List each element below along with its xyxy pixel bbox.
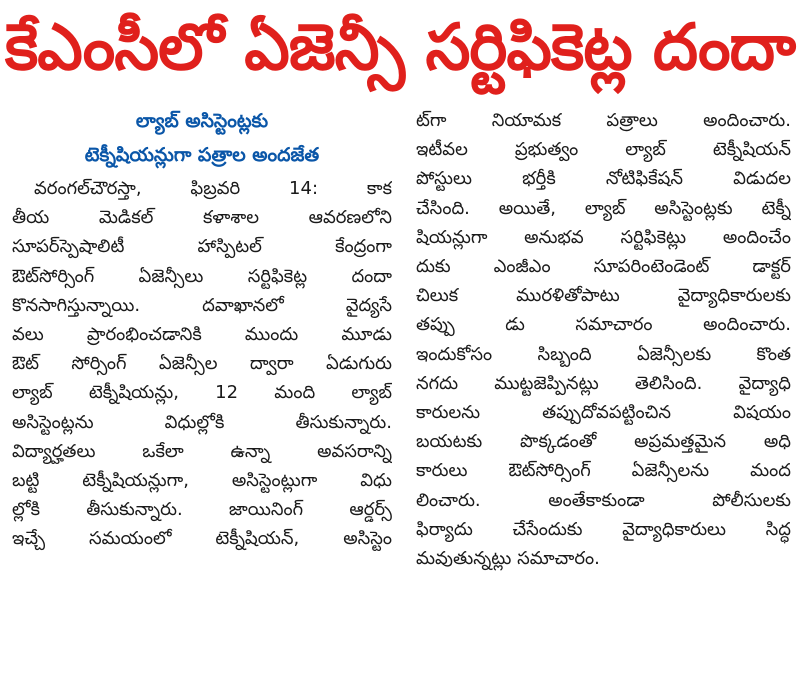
body-line: ఇటీవల ప్రభుత్వం ల్యాబ్ టెక్నీషియన్ bbox=[416, 139, 791, 161]
body-line: వరంగల్‌చౌరస్తా, ఫిబ్రవరి 14: కాక bbox=[34, 178, 392, 199]
subheadline-line-2: టెక్నీషియన్లుగా పత్రాల అందజేత bbox=[84, 144, 320, 166]
body-line: దుకు ఎంజీఎం సూపరింటెండెంట్ డాక్టర్ bbox=[416, 256, 791, 278]
body-line: ల్యాబ్ టెక్నీషియన్లు, 12 మంది ల్యాబ్ bbox=[12, 382, 392, 404]
subheadline-line-1: ల్యాబ్ అసిస్టెంట్లకు bbox=[135, 110, 269, 132]
body-line: మవుతున్నట్లు సమాచారం. bbox=[416, 548, 600, 570]
body-line: వలు ప్రారంభించడానికి ముందు మూడు bbox=[12, 324, 392, 346]
body-line: సూపర్‌స్పెషాలిటీ హాస్పిటల్ కేంద్రంగా bbox=[12, 236, 392, 258]
article-column-left bbox=[12, 98, 392, 683]
body-line: ఇచ్చే సమయంలో టెక్నీషియన్, అసిస్టెం bbox=[12, 528, 392, 550]
body-line: కారులు ఔట్‌సోర్సింగ్ ఏజెన్సీలను మంద bbox=[416, 460, 791, 482]
body-line: తీయ మెడికల్ కళాశాల ఆవరణలోని bbox=[12, 207, 392, 229]
headline: కేఎంసీలో ఏజెన్సీ సర్టిఫికెట్ల దందా bbox=[4, 11, 796, 85]
body-line: ఔట్ సోర్సింగ్ ఏజెన్సీల ద్వారా ఏడుగురు bbox=[12, 353, 392, 375]
article-body-right bbox=[416, 106, 791, 573]
body-line: కొనసాగిస్తున్నాయి. దవాఖానలో వైద్యసే bbox=[12, 294, 392, 316]
body-line: ఫిర్యాదు చేసేందుకు వైద్యాధికారులు సిద్ధ bbox=[416, 518, 791, 540]
body-line: పోస్టులు భర్తీకి నోటిఫికేషన్ విడుదల bbox=[416, 168, 791, 190]
body-line: ల్లోకి తీసుకున్నారు. జాయినింగ్ ఆర్డర్స్ bbox=[12, 499, 392, 521]
body-line: బట్టి టెక్నీషియన్లుగా, అసిస్టెంట్లుగా విధు bbox=[12, 470, 392, 492]
body-line: ఔట్‌సోర్సింగ్ ఏజెన్సీలు సర్టిఫికెట్ల దందా bbox=[12, 265, 392, 287]
body-line: షియన్లుగా అనుభవ సర్టిఫికెట్లు అందించేం bbox=[416, 226, 791, 248]
body-line: చేసింది. అయితే, ల్యాబ్ అసిస్టెంట్లకు టెక్నీ bbox=[416, 197, 791, 219]
body-line: లించారు. అంతేకాకుండా పోలీసులకు bbox=[416, 489, 791, 511]
article-body-left bbox=[12, 174, 392, 554]
body-line: అసిస్టెంట్లను విధుల్లోకి తీసుకున్నారు. bbox=[12, 411, 392, 433]
body-line: కారులను తప్పుదోవపట్టించిన విషయం bbox=[416, 402, 791, 424]
body-line: నగదు ముట్టజెప్పినట్లు తెలిసింది. వైద్యాధి bbox=[416, 372, 791, 394]
body-line: తప్పు డు సమాచారం అందించారు. bbox=[416, 314, 791, 336]
body-line: బయటకు పొక్కడంతో అప్రమత్తమైన అధి bbox=[416, 431, 791, 453]
body-line: విద్యార్హతలు ఒకేలా ఉన్నా అవసరాన్ని bbox=[12, 440, 392, 462]
body-line: చిలుక మురళితోపాటు వైద్యాధికారులకు bbox=[416, 285, 791, 307]
body-line: ట్‌గా నియామక పత్రాలు అందించారు. bbox=[416, 110, 791, 131]
body-line: ఇందుకోసం సిబ్బంది ఏజెన్సీలకు కొంత bbox=[416, 343, 791, 365]
article-column-right bbox=[416, 98, 791, 683]
